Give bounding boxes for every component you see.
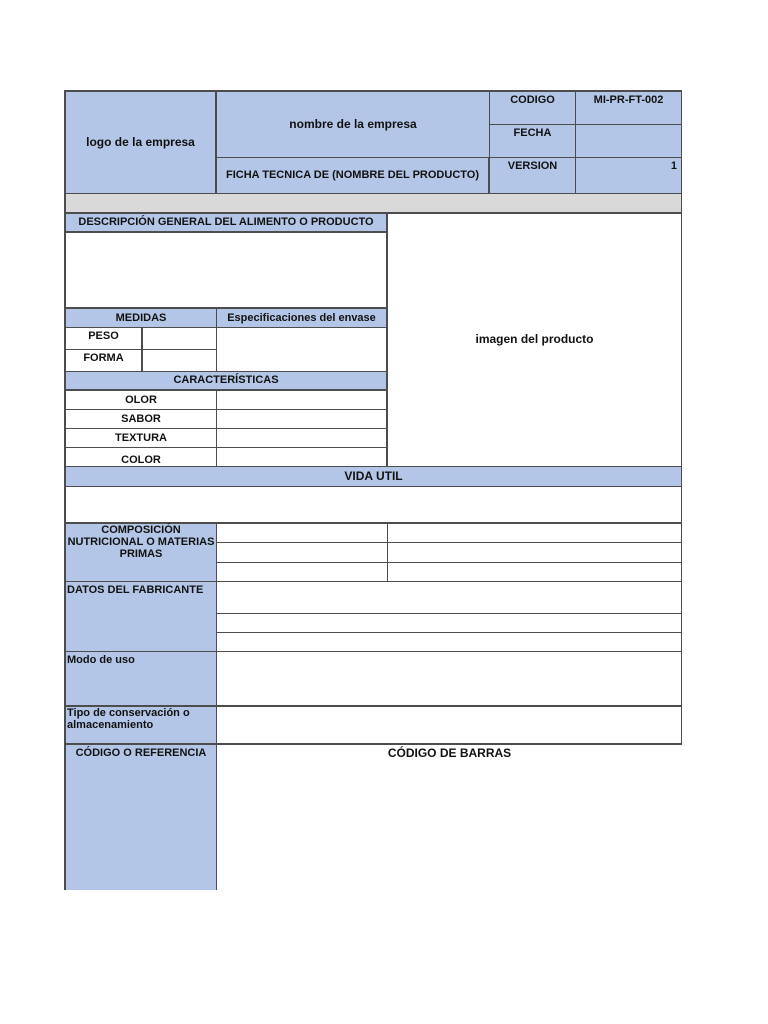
manufacturer-field[interactable] bbox=[217, 614, 682, 633]
barcode-area[interactable]: CÓDIGO DE BARRAS bbox=[217, 745, 682, 890]
composition-title: COMPOSICIÓN NUTRICIONAL O MATERIAS PRIMAS bbox=[66, 524, 217, 582]
date-label: FECHA bbox=[490, 125, 576, 158]
company-logo-placeholder: logo de la empresa bbox=[66, 92, 217, 194]
version-value: 1 bbox=[576, 158, 682, 194]
composition-cell[interactable] bbox=[388, 563, 682, 582]
composition-cell[interactable] bbox=[388, 543, 682, 563]
description-title: DESCRIPCIÓN GENERAL DEL ALIMENTO O PRODUCTO bbox=[66, 214, 388, 233]
characteristic-value-texture[interactable] bbox=[217, 429, 388, 448]
sheet-title: FICHA TECNICA DE (NOMBRE DEL PRODUCTO) bbox=[217, 158, 490, 194]
reference-title: CÓDIGO O REFERENCIA bbox=[66, 745, 217, 890]
measure-value-shape[interactable] bbox=[143, 350, 217, 372]
technical-sheet-form bbox=[64, 90, 682, 890]
composition-cell[interactable] bbox=[388, 524, 682, 543]
characteristic-label-taste: SABOR bbox=[66, 410, 217, 429]
storage-title: Tipo de conservación o almacenamiento bbox=[66, 707, 217, 745]
manufacturer-field[interactable] bbox=[217, 582, 682, 614]
shelf-life-title: VIDA UTIL bbox=[66, 467, 682, 487]
characteristic-value-taste[interactable] bbox=[217, 410, 388, 429]
shelf-life-field[interactable] bbox=[66, 487, 682, 524]
usage-field[interactable] bbox=[217, 652, 682, 707]
manufacturer-field[interactable] bbox=[217, 633, 682, 652]
description-field[interactable] bbox=[66, 233, 388, 309]
header-separator bbox=[66, 194, 682, 214]
packaging-title: Especificaciones del envase bbox=[217, 309, 388, 328]
composition-cell[interactable] bbox=[217, 543, 388, 563]
product-image-placeholder[interactable]: imagen del producto bbox=[388, 214, 682, 467]
measures-title: MEDIDAS bbox=[66, 309, 217, 328]
date-value[interactable] bbox=[576, 125, 682, 158]
usage-title: Modo de uso bbox=[66, 652, 217, 707]
characteristic-label-smell: OLOR bbox=[66, 391, 217, 410]
storage-field[interactable] bbox=[217, 707, 682, 745]
code-label: CODIGO bbox=[490, 92, 576, 125]
characteristic-label-color: COLOR bbox=[66, 448, 217, 467]
manufacturer-title: DATOS DEL FABRICANTE bbox=[66, 582, 217, 652]
measure-label-shape: FORMA bbox=[66, 350, 143, 372]
version-label: VERSION bbox=[490, 158, 576, 194]
characteristics-title: CARACTERÍSTICAS bbox=[66, 372, 388, 391]
characteristic-value-smell[interactable] bbox=[217, 391, 388, 410]
composition-cell[interactable] bbox=[217, 524, 388, 543]
code-value: MI-PR-FT-002 bbox=[576, 92, 682, 125]
measure-value-weight[interactable] bbox=[143, 328, 217, 350]
characteristic-label-texture: TEXTURA bbox=[66, 429, 217, 448]
packaging-field[interactable] bbox=[217, 328, 388, 372]
composition-cell[interactable] bbox=[217, 563, 388, 582]
company-name: nombre de la empresa bbox=[217, 92, 490, 158]
measure-label-weight: PESO bbox=[66, 328, 143, 350]
characteristic-value-color[interactable] bbox=[217, 448, 388, 467]
